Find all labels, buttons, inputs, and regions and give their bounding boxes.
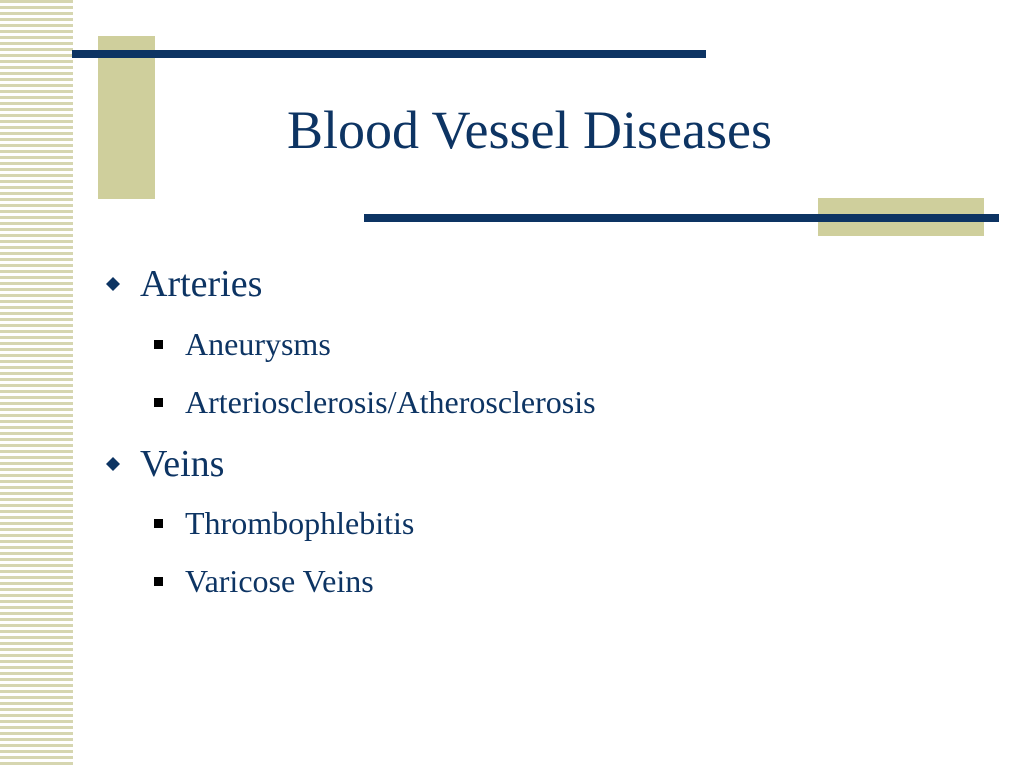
diamond-bullet-icon bbox=[106, 457, 120, 471]
bullet-label: Veins bbox=[140, 443, 225, 485]
sub-bullet-label: Thrombophlebitis bbox=[185, 505, 415, 541]
bullet-label: Arteries bbox=[140, 263, 263, 305]
bullet-item-veins bbox=[106, 441, 224, 487]
sub-bullet-item-varicose-veins bbox=[154, 561, 374, 601]
square-bullet-icon bbox=[154, 340, 163, 349]
sub-bullet-label: Arteriosclerosis/Atherosclerosis bbox=[185, 384, 596, 420]
slide-title: Blood Vessel Diseases bbox=[287, 100, 772, 160]
sub-bullet-label: Aneurysms bbox=[185, 326, 331, 362]
bullet-item-arteries bbox=[106, 261, 262, 307]
square-bullet-icon bbox=[154, 519, 163, 528]
sub-bullet-item-arteriosclerosis bbox=[154, 382, 596, 422]
sub-bullet-item-aneurysms bbox=[154, 324, 331, 364]
sub-bullet-item-thrombophlebitis bbox=[154, 503, 414, 543]
square-bullet-icon bbox=[154, 398, 163, 407]
square-bullet-icon bbox=[154, 577, 163, 586]
sub-bullet-label: Varicose Veins bbox=[185, 563, 374, 599]
diamond-bullet-icon bbox=[106, 277, 120, 291]
